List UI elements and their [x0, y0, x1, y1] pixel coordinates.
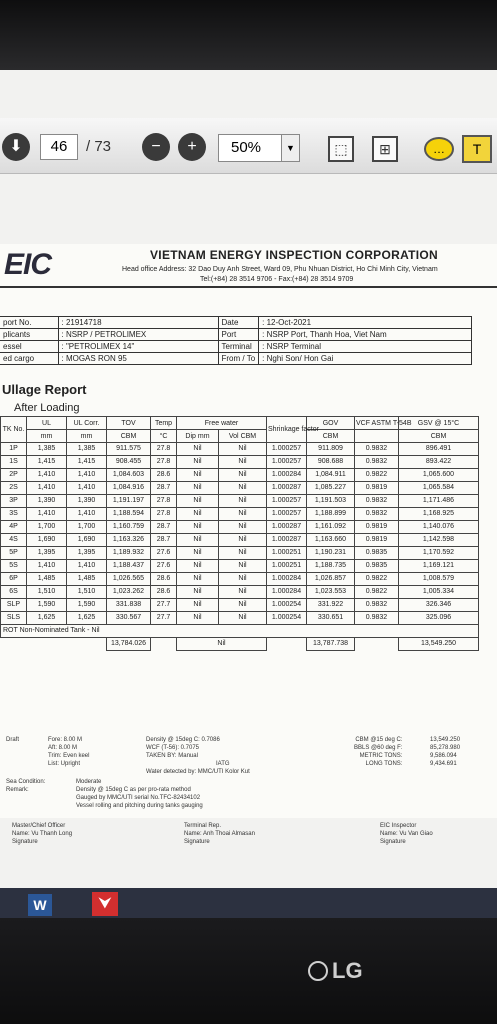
- table-cell: 911.809: [307, 443, 355, 456]
- trim: Trim: Even keel: [48, 753, 90, 759]
- info-value: : NSRP Terminal: [259, 341, 472, 353]
- table-cell: 28.6: [151, 469, 177, 482]
- next-page-icon[interactable]: ⬇: [2, 133, 30, 161]
- table-cell: Nil: [219, 456, 267, 469]
- table-cell: 1,023.553: [307, 586, 355, 599]
- unit-vcf: [355, 430, 399, 443]
- header-divider: [0, 286, 497, 288]
- table-cell: Nil: [177, 508, 219, 521]
- table-cell: 1.000284: [267, 586, 307, 599]
- terminal-signature-block: [184, 822, 255, 846]
- wcf: WCF (T-56): 0.7075: [146, 745, 200, 751]
- fit-width-icon[interactable]: ⊞: [372, 136, 398, 162]
- zoom-in-icon[interactable]: +: [178, 133, 206, 161]
- table-row: [1, 508, 479, 521]
- table-cell: 1,160.759: [107, 521, 151, 534]
- table-cell: 27.8: [151, 495, 177, 508]
- total-spacer: [1, 638, 107, 651]
- table-row: [1, 612, 479, 625]
- table-cell: 1,410: [67, 469, 107, 482]
- draft-aft: Aft: 8.00 M: [48, 745, 78, 751]
- table-row: [1, 586, 479, 599]
- table-cell: 0.9832: [355, 612, 399, 625]
- table-cell: 27.7: [151, 599, 177, 612]
- table-row: [1, 534, 479, 547]
- unit-gov: CBM: [307, 430, 355, 443]
- table-cell: 1,410: [67, 560, 107, 573]
- table-cell: 1,161.092: [307, 521, 355, 534]
- table-cell: 0.9819: [355, 534, 399, 547]
- dip-label: Dip: [185, 432, 196, 440]
- water-detected: Water detected by: MMC/UTI Kolor Kut: [146, 769, 250, 775]
- table-row: [1, 547, 479, 560]
- total-spacer: [355, 638, 399, 651]
- monitor-bottom-bezel: [0, 918, 497, 1024]
- page-number-input[interactable]: 46: [40, 134, 78, 160]
- remark-label: Remark:: [6, 787, 29, 793]
- table-cell: 0.9835: [355, 560, 399, 573]
- table-cell: 1,410: [27, 482, 67, 495]
- table-cell: 1,485: [67, 573, 107, 586]
- table-cell: 1,385: [27, 443, 67, 456]
- table-cell: 1,008.579: [399, 573, 479, 586]
- table-cell: 1,163.326: [107, 534, 151, 547]
- table-cell: 1.000251: [267, 547, 307, 560]
- table-cell: 6P: [1, 573, 27, 586]
- table-cell: 4P: [1, 521, 27, 534]
- unit-gsv: CBM: [399, 430, 479, 443]
- inspector-signature: Signature: [380, 839, 406, 845]
- table-cell: 1,188.437: [107, 560, 151, 573]
- table-cell: 1.000257: [267, 495, 307, 508]
- table-cell: 1,625: [27, 612, 67, 625]
- table-row: [1, 456, 479, 469]
- ullage-table: [0, 416, 479, 651]
- table-cell: 1,026.565: [107, 573, 151, 586]
- highlight-text-icon[interactable]: T: [462, 135, 492, 163]
- table-cell: 2S: [1, 482, 27, 495]
- report-title: Ullage Report: [2, 382, 87, 397]
- ullage-table-body: [1, 443, 479, 625]
- table-cell: 1,170.592: [399, 547, 479, 560]
- vol-label: Vol: [228, 432, 239, 440]
- table-cell: 27.8: [151, 508, 177, 521]
- table-cell: Nil: [219, 573, 267, 586]
- word-app-icon[interactable]: W: [28, 894, 52, 916]
- table-cell: 2P: [1, 469, 27, 482]
- table-cell: 1,395: [67, 547, 107, 560]
- table-cell: 1,084.603: [107, 469, 151, 482]
- table-cell: 1,700: [67, 521, 107, 534]
- table-cell: 1,510: [67, 586, 107, 599]
- table-cell: 1,171.486: [399, 495, 479, 508]
- company-logo: EIC: [4, 248, 52, 281]
- table-cell: 1,590: [27, 599, 67, 612]
- table-cell: 1,188.594: [107, 508, 151, 521]
- sea-value: Moderate: [76, 779, 102, 785]
- table-cell: Nil: [177, 469, 219, 482]
- table-cell: Nil: [219, 547, 267, 560]
- table-cell: Nil: [177, 443, 219, 456]
- rot-note: ROT Non-Nominated Tank - Nil: [1, 625, 479, 638]
- company-address: Head office Address: 32 Dao Duy Anh Street, Ward 09, Phu Nhuan District, Ho Chi Minh City, Vietnam: [122, 266, 438, 273]
- info-value: : NSRP Port, Thanh Hoa, Viet Nam: [259, 329, 472, 341]
- table-cell: 1,188.899: [307, 508, 355, 521]
- table-cell: 1,191.503: [307, 495, 355, 508]
- unit-ulc: mm: [67, 430, 107, 443]
- table-cell: 0.9822: [355, 586, 399, 599]
- table-cell: 0.9835: [355, 547, 399, 560]
- table-cell: 27.7: [151, 612, 177, 625]
- company-name: VIETNAM ENERGY INSPECTION CORPORATION: [150, 248, 439, 262]
- table-cell: 1,140.076: [399, 521, 479, 534]
- total-gov: 13,787.738: [307, 638, 355, 651]
- table-cell: 28.7: [151, 521, 177, 534]
- table-cell: 4S: [1, 534, 27, 547]
- table-cell: 0.9822: [355, 573, 399, 586]
- table-cell: 1,700: [27, 521, 67, 534]
- table-cell: 1.000257: [267, 508, 307, 521]
- table-cell: 1,023.262: [107, 586, 151, 599]
- table-cell: 1.000254: [267, 612, 307, 625]
- table-cell: 0.9819: [355, 521, 399, 534]
- table-cell: 1.000287: [267, 482, 307, 495]
- table-cell: 1,395: [27, 547, 67, 560]
- col-header-tank: TK No.: [1, 417, 27, 443]
- col-header-vol: [219, 430, 267, 443]
- total-tov: 13,784.026: [107, 638, 151, 651]
- table-cell: 330.567: [107, 612, 151, 625]
- master-name: Name: Vu Thanh Long: [12, 831, 73, 837]
- unit-vol: CBM: [240, 432, 257, 440]
- draft-block: [6, 736, 19, 744]
- table-cell: 325.096: [399, 612, 479, 625]
- zoom-out-icon[interactable]: −: [142, 133, 170, 161]
- table-cell: Nil: [177, 521, 219, 534]
- inspector-label: EIC Inspector: [380, 823, 417, 829]
- density-block: [146, 736, 250, 776]
- table-cell: 1,590: [67, 599, 107, 612]
- col-header-gov: GOV: [307, 417, 355, 430]
- table-cell: Nil: [219, 508, 267, 521]
- comment-icon[interactable]: …: [424, 137, 454, 161]
- draft-label: Draft: [6, 737, 20, 743]
- table-row: [1, 443, 479, 456]
- terminal-rep-label: Terminal Rep.: [184, 823, 222, 829]
- table-cell: Nil: [219, 482, 267, 495]
- table-cell: Nil: [219, 521, 267, 534]
- table-cell: 1,410: [27, 469, 67, 482]
- table-cell: 6S: [1, 586, 27, 599]
- inspector-signature-block: [380, 822, 433, 846]
- table-cell: 1,390: [67, 495, 107, 508]
- table-cell: 5P: [1, 547, 27, 560]
- table-cell: Nil: [219, 586, 267, 599]
- quantity-labels: [354, 736, 402, 768]
- table-row: [1, 599, 479, 612]
- unit-temp: °C: [151, 430, 177, 443]
- table-row: [1, 560, 479, 573]
- col-header-dip: [177, 430, 219, 443]
- report-info-table: [0, 316, 472, 365]
- table-cell: 0.9822: [355, 469, 399, 482]
- table-cell: 908.688: [307, 456, 355, 469]
- table-cell: 1S: [1, 456, 27, 469]
- table-cell: 0.9832: [355, 508, 399, 521]
- table-row: [1, 495, 479, 508]
- col-header-ullage: UL: [27, 417, 67, 430]
- table-cell: 1,190.231: [307, 547, 355, 560]
- table-cell: 1,189.932: [107, 547, 151, 560]
- table-cell: 1,168.925: [399, 508, 479, 521]
- master-signature-block: [12, 822, 72, 846]
- table-cell: Nil: [219, 534, 267, 547]
- table-cell: 28.6: [151, 573, 177, 586]
- info-label: essel: [0, 341, 58, 353]
- table-cell: 893.422: [399, 456, 479, 469]
- table-cell: Nil: [219, 469, 267, 482]
- table-cell: 908.455: [107, 456, 151, 469]
- table-cell: 1.000254: [267, 599, 307, 612]
- table-cell: 3S: [1, 508, 27, 521]
- zoom-select[interactable]: [218, 134, 300, 162]
- col-header-temp: Temp: [151, 417, 177, 430]
- table-cell: 1.000251: [267, 560, 307, 573]
- page-total-label: / 73: [86, 138, 112, 155]
- cbm15-value: 13,549.250: [430, 737, 461, 743]
- metric-value: 9,586.094: [430, 753, 457, 759]
- table-cell: 1,084.916: [107, 482, 151, 495]
- bbls-label: BBLS @60 deg F:: [354, 745, 403, 751]
- info-value: : "PETROLIMEX 14": [58, 341, 218, 353]
- table-cell: SLS: [1, 612, 27, 625]
- unit-dip: mm: [197, 432, 210, 440]
- info-label: ed cargo: [0, 353, 58, 365]
- total-spacer: [267, 638, 307, 651]
- table-cell: Nil: [177, 586, 219, 599]
- sea-remark-labels: [6, 778, 45, 794]
- info-label: Terminal: [218, 341, 259, 353]
- table-cell: 1,390: [27, 495, 67, 508]
- table-cell: 331.838: [107, 599, 151, 612]
- quantity-values: [430, 736, 460, 768]
- table-row: [1, 469, 479, 482]
- table-cell: 1,005.334: [399, 586, 479, 599]
- remarks: [76, 778, 203, 810]
- total-spacer: [151, 638, 177, 651]
- table-cell: 1,410: [67, 482, 107, 495]
- table-cell: 1,690: [27, 534, 67, 547]
- table-cell: 27.6: [151, 547, 177, 560]
- total-free-water: Nil: [177, 638, 267, 651]
- info-label: Date: [218, 317, 259, 329]
- col-header-tov: TOV: [107, 417, 151, 430]
- table-row: [1, 521, 479, 534]
- info-value: : MOGAS RON 95: [58, 353, 218, 365]
- remark-line: Gauged by MMC/UTI serial No.TFC-82434102: [76, 795, 201, 801]
- table-cell: Nil: [177, 612, 219, 625]
- density: Density @ 15deg C: 0.7086: [146, 737, 220, 743]
- remark-line: Density @ 15deg C as per pro-rata method: [76, 787, 191, 793]
- draft-fore: Fore: 8.00 M: [48, 737, 83, 743]
- info-label: Port: [218, 329, 259, 341]
- fit-page-icon[interactable]: ⬚: [328, 136, 354, 162]
- cbm15-label: CBM @15 deg C:: [355, 737, 403, 743]
- remark-line: Vessel rolling and pitching during tanks gauging: [76, 803, 203, 809]
- table-cell: Nil: [177, 456, 219, 469]
- list: List: Upright: [48, 761, 81, 767]
- report-subtitle: After Loading: [14, 402, 80, 414]
- table-cell: 0.9832: [355, 599, 399, 612]
- table-cell: 330.651: [307, 612, 355, 625]
- table-cell: 1,690: [67, 534, 107, 547]
- unit-tov: CBM: [107, 430, 151, 443]
- table-cell: 1.000257: [267, 456, 307, 469]
- table-cell: Nil: [177, 495, 219, 508]
- lg-circle-icon: [308, 961, 328, 981]
- info-value: : 21914718: [58, 317, 218, 329]
- inspector-name: Name: Vu Van Giao: [380, 831, 433, 837]
- bbls-value: 85,278.980: [430, 745, 461, 751]
- table-cell: Nil: [219, 495, 267, 508]
- long-value: 9,434.691: [430, 761, 457, 767]
- table-cell: 28.7: [151, 482, 177, 495]
- col-header-gsv: GSV @ 15°C: [399, 417, 479, 430]
- master-signature: Signature: [12, 839, 38, 845]
- info-value: : Nghi Son/ Hon Gai: [259, 353, 472, 365]
- info-label: From / To: [218, 353, 259, 365]
- table-cell: 0.9832: [355, 456, 399, 469]
- metric-label: METRIC TONS:: [359, 753, 403, 759]
- table-cell: 1,485: [27, 573, 67, 586]
- info-value: : 12-Oct-2021: [259, 317, 472, 329]
- table-row: [1, 482, 479, 495]
- table-cell: 1,065.584: [399, 482, 479, 495]
- info-label: plicants: [0, 329, 58, 341]
- table-cell: 28.7: [151, 534, 177, 547]
- table-cell: Nil: [177, 482, 219, 495]
- table-cell: 1,510: [27, 586, 67, 599]
- col-header-shrinkage: Shrinkage factor: [267, 417, 307, 443]
- table-cell: 1,163.660: [307, 534, 355, 547]
- table-cell: 326.346: [399, 599, 479, 612]
- free-water-label: Free water: [204, 419, 239, 427]
- table-row: [1, 573, 479, 586]
- col-header-ullage-corr: UL Corr.: [67, 417, 107, 430]
- iatg: IATG: [216, 761, 230, 767]
- taken-by: TAKEN BY: Manual: [146, 753, 198, 759]
- table-cell: 1,026.857: [307, 573, 355, 586]
- terminal-rep-name: Name: Anh Thoai Almasan: [184, 831, 255, 837]
- table-cell: 3P: [1, 495, 27, 508]
- table-cell: 0.9832: [355, 443, 399, 456]
- table-cell: Nil: [219, 443, 267, 456]
- company-tel: Tel:(+84) 28 3514 9706 - Fax:(+84) 28 3514 9709: [200, 276, 354, 283]
- table-cell: 911.575: [107, 443, 151, 456]
- table-cell: Nil: [219, 612, 267, 625]
- table-cell: 28.6: [151, 586, 177, 599]
- table-cell: 1.000287: [267, 521, 307, 534]
- pdf-reader-app-icon[interactable]: ⮟: [92, 892, 118, 916]
- long-label: LONG TONS:: [365, 761, 403, 767]
- table-cell: 1.000257: [267, 443, 307, 456]
- table-cell: 1,084.911: [307, 469, 355, 482]
- table-cell: Nil: [177, 573, 219, 586]
- col-header-free-water: [177, 417, 267, 430]
- table-cell: 5S: [1, 560, 27, 573]
- table-cell: 27.8: [151, 443, 177, 456]
- lg-brand-text: LG: [332, 958, 363, 983]
- table-cell: 1.000284: [267, 469, 307, 482]
- table-cell: SLP: [1, 599, 27, 612]
- table-cell: 1,410: [27, 560, 67, 573]
- table-cell: 331.922: [307, 599, 355, 612]
- info-value: : NSRP / PETROLIMEX: [58, 329, 218, 341]
- table-cell: 1,415: [67, 456, 107, 469]
- table-cell: 1,410: [27, 508, 67, 521]
- table-cell: 1,065.600: [399, 469, 479, 482]
- table-cell: 1,188.735: [307, 560, 355, 573]
- unit-ul: mm: [27, 430, 67, 443]
- table-cell: 1.000284: [267, 573, 307, 586]
- monitor-top-bezel: [0, 0, 497, 70]
- table-cell: 0.9819: [355, 482, 399, 495]
- table-cell: 1,385: [67, 443, 107, 456]
- table-cell: 896.491: [399, 443, 479, 456]
- table-cell: Nil: [177, 560, 219, 573]
- table-cell: 1P: [1, 443, 27, 456]
- sea-label: Sea Condition:: [6, 779, 46, 785]
- lg-brand-logo: [308, 958, 363, 984]
- table-cell: 0.9832: [355, 495, 399, 508]
- table-cell: Nil: [177, 534, 219, 547]
- table-cell: 27.8: [151, 456, 177, 469]
- zoom-value: 50%: [231, 139, 262, 156]
- table-cell: 1,169.121: [399, 560, 479, 573]
- table-cell: Nil: [219, 599, 267, 612]
- chevron-down-icon[interactable]: ▼: [281, 135, 299, 161]
- table-cell: 1,625: [67, 612, 107, 625]
- table-cell: 1,410: [67, 508, 107, 521]
- table-cell: 1,415: [27, 456, 67, 469]
- table-cell: 27.6: [151, 560, 177, 573]
- master-label: Master/Chief Officer: [12, 823, 66, 829]
- table-cell: Nil: [177, 599, 219, 612]
- table-cell: 1.000287: [267, 534, 307, 547]
- draft-values: [48, 736, 89, 768]
- col-header-vcf: VCF ASTM T-54B: [355, 417, 399, 430]
- terminal-signature: Signature: [184, 839, 210, 845]
- table-cell: Nil: [219, 560, 267, 573]
- table-cell: 1,085.227: [307, 482, 355, 495]
- info-label: port No.: [0, 317, 58, 329]
- table-cell: 1,191.197: [107, 495, 151, 508]
- windows-taskbar: [0, 888, 497, 918]
- table-cell: Nil: [177, 547, 219, 560]
- pdf-page: [0, 244, 497, 845]
- table-cell: 1,142.598: [399, 534, 479, 547]
- total-gsv: 13,549.250: [399, 638, 479, 651]
